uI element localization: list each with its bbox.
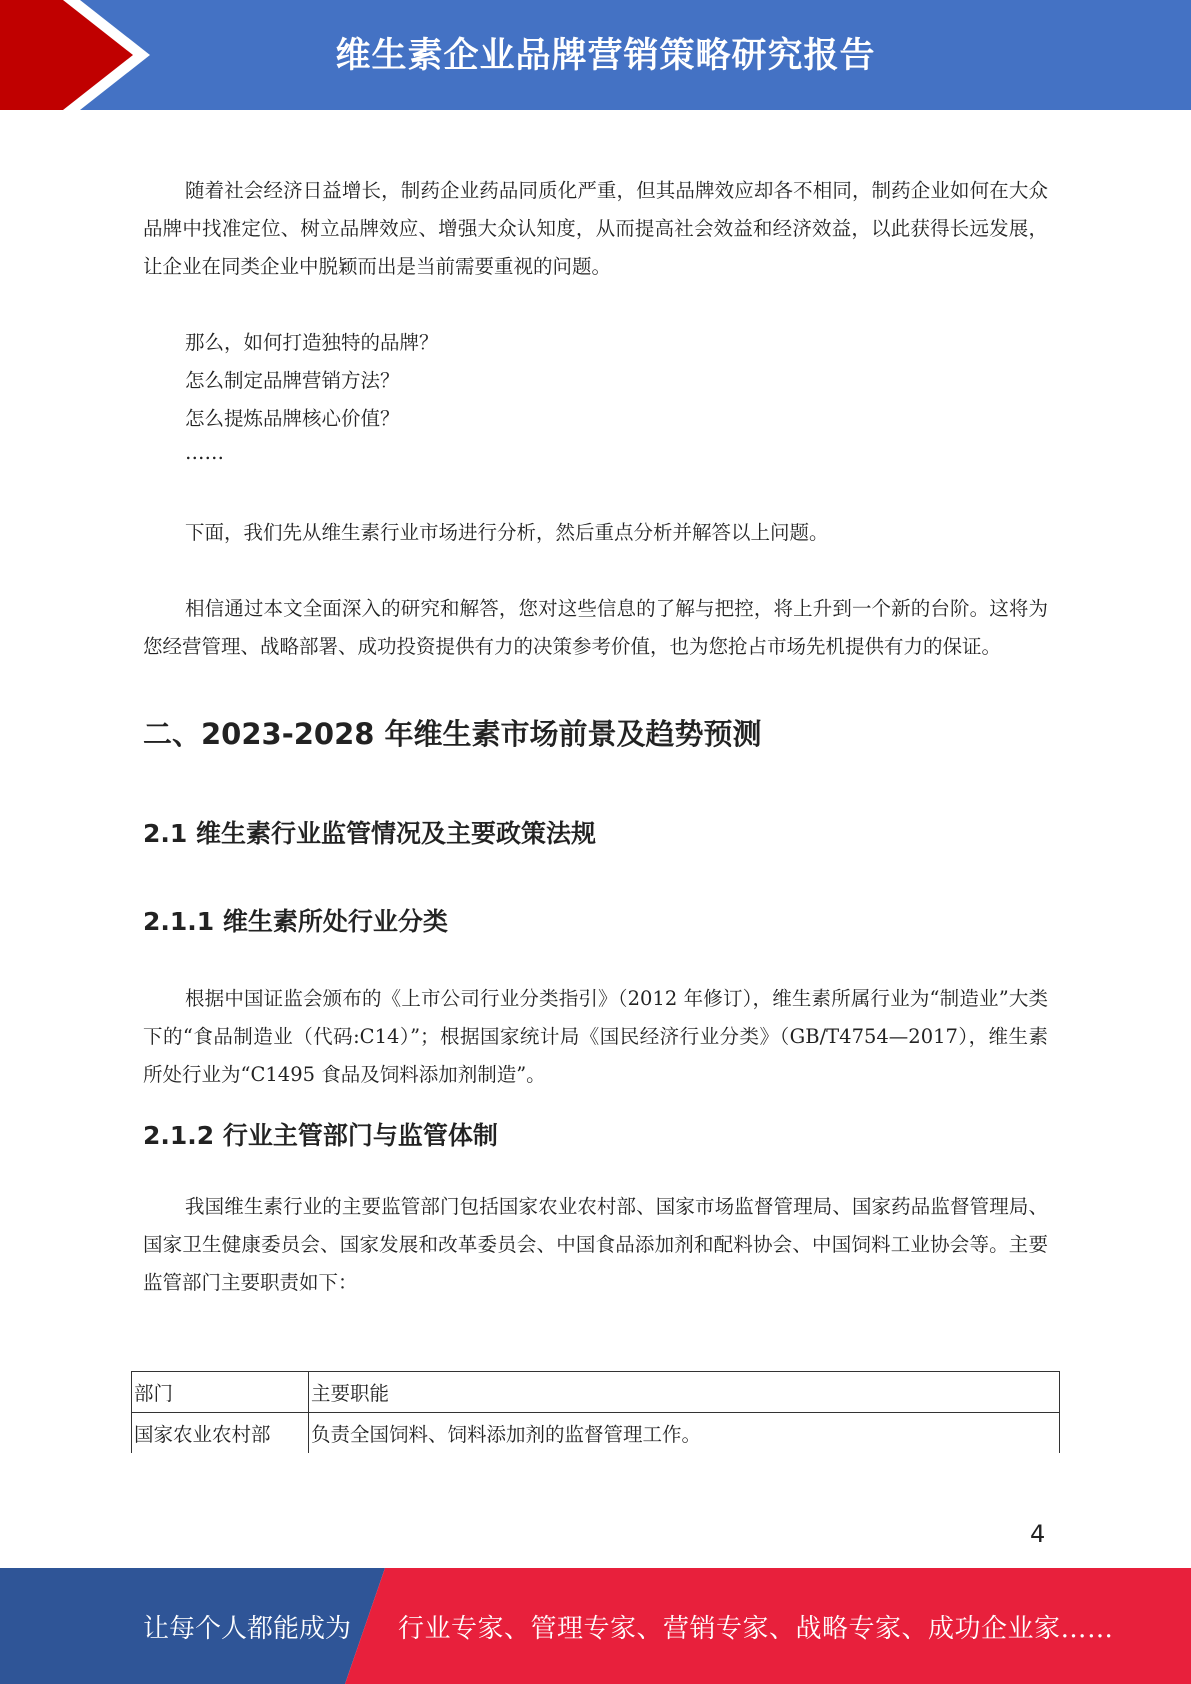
table-row (132, 1413, 1060, 1454)
footer-slogan-right: 行业专家、管理专家、营销专家、战略专家、成功企业家…… (398, 1614, 1114, 1644)
page-footer (0, 1568, 1191, 1684)
question-2: 怎么制定品牌营销方法？ (185, 369, 400, 392)
page-number: 4 (1030, 1520, 1046, 1548)
question-3: 怎么提炼品牌核心价值？ (185, 407, 400, 430)
table-header-cell: 主要职能 (309, 1372, 1060, 1413)
section-2-1-heading: 2.1 维生素行业监管情况及主要政策法规 (143, 819, 596, 848)
table-cell: 负责全国饲料、饲料添加剂的监督管理工作。 (309, 1413, 1060, 1454)
page-header (0, 0, 1191, 110)
question-1: 那么，如何打造独特的品牌？ (185, 331, 439, 354)
footer-slogan-left: 让每个人都能成为 (143, 1614, 352, 1644)
section-2-1-1-paragraph: 根据中国证监会颁布的《上市公司行业分类指引》（2012 年修订），维生素所属行业为“制造业”大类下的“食品制造业（代码:C14）”；根据国家统计局《国民经济行业分类》（GB/T4754—2017），维生素所处行业为“C1495 食品及饲料添加剂制造”。 (143, 987, 1048, 1086)
department-table (131, 1371, 1060, 1453)
section-2-1-2-heading: 2.1.2 行业主管部门与监管体制 (143, 1121, 498, 1150)
report-title: 维生素企业品牌营销策略研究报告 (335, 36, 876, 76)
table-header-row (132, 1372, 1060, 1413)
section-2-heading: 二、2023-2028 年维生素市场前景及趋势预测 (143, 717, 762, 751)
intro-paragraph-1: 随着社会经济日益增长，制药企业药品同质化严重，但其品牌效应却各不相同，制药企业如何在大众品牌中找准定位、树立品牌效应、增强大众认知度，从而提高社会效益和经济效益，以此获得长远发展，让企业在同类企业中脱颖而出是当前需要重视的问题。 (143, 179, 1048, 278)
question-ellipsis: …… (185, 441, 224, 464)
intro-paragraph-3: 相信通过本文全面深入的研究和解答，您对这些信息的了解与把控，将上升到一个新的台阶。这将为您经营管理、战略部署、成功投资提供有力的决策参考价值，也为您抢占市场先机提供有力的保证。 (143, 597, 1048, 658)
main-content (143, 172, 1048, 1302)
section-2-1-1-heading: 2.1.1 维生素所处行业分类 (143, 907, 448, 936)
table-header-cell: 部门 (132, 1372, 309, 1413)
intro-paragraph-2: 下面，我们先从维生素行业市场进行分析，然后重点分析并解答以上问题。 (185, 521, 829, 544)
table-cell: 国家农业农村部 (132, 1413, 309, 1454)
section-2-1-2-paragraph: 我国维生素行业的主要监管部门包括国家农业农村部、国家市场监督管理局、国家药品监督管理局、国家卫生健康委员会、国家发展和改革委员会、中国食品添加剂和配料协会、中国饲料工业协会等。主要监管部门主要职责如下： (143, 1195, 1048, 1294)
